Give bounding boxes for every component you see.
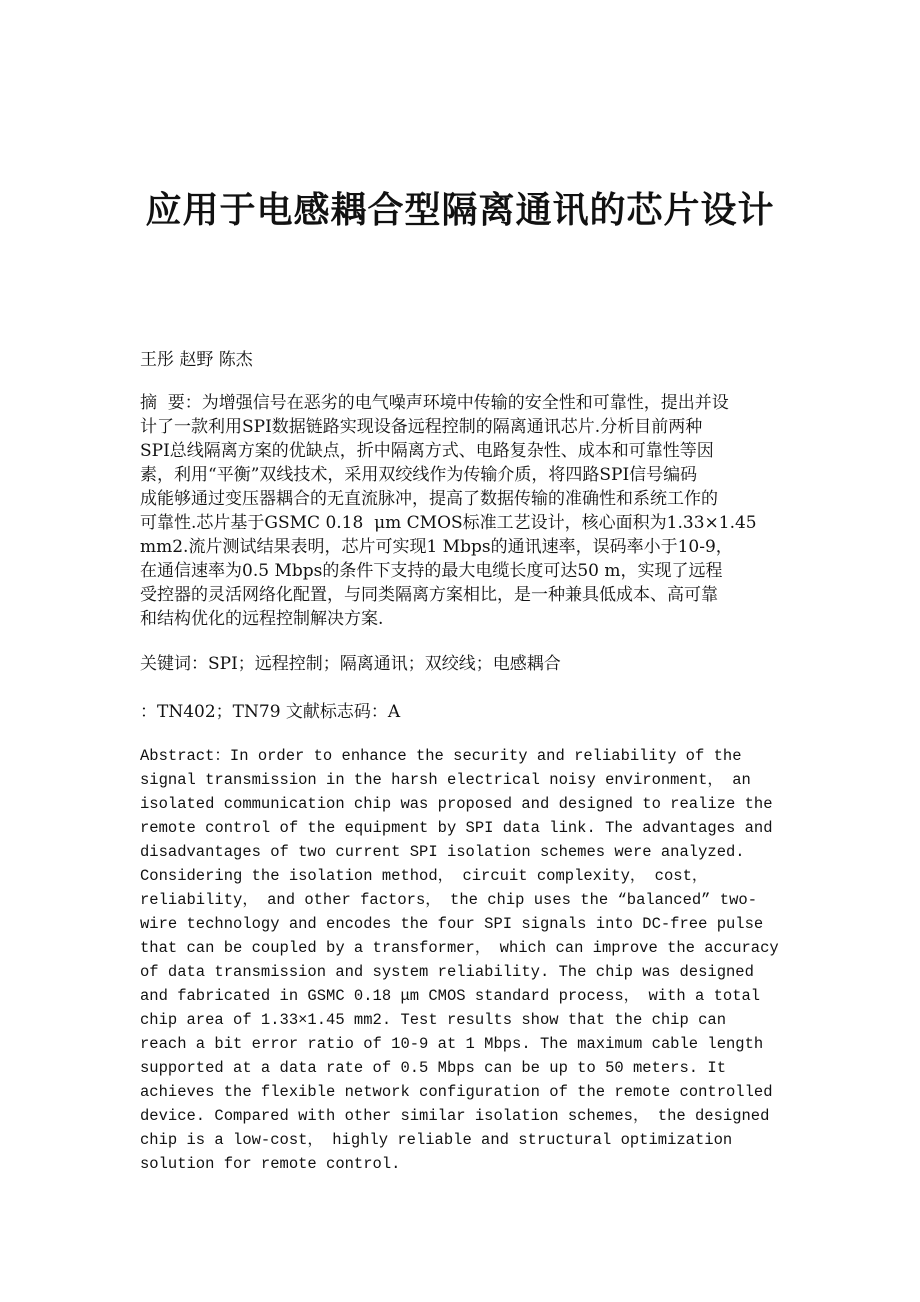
authors: 王彤 赵野 陈杰 xyxy=(140,350,253,370)
text-line: disadvantages of two current SPI isolation schemes were analyzed. xyxy=(140,843,745,861)
text-line: 受控器的灵活网络化配置，与同类隔离方案相比，是一种兼具低成本、高可靠 xyxy=(140,585,718,605)
text-line: reach a bit error ratio of 10-9 at 1 Mbps. The maximum cable length xyxy=(140,1035,764,1053)
text-line: 在通信速率为0.5 Mbps的条件下支持的最大电缆长度可达50 m，实现了远程 xyxy=(140,561,723,581)
text-line: isolated communication chip was proposed and designed to realize the xyxy=(140,795,773,813)
document-title: 应用于电感耦合型隔离通讯的芯片设计 xyxy=(145,189,775,231)
english-abstract xyxy=(140,744,790,1176)
text-line: of data transmission and system reliability. The chip was designed xyxy=(140,963,754,981)
keywords: 关键词：SPI；远程控制；隔离通讯；双绞线；电感耦合 xyxy=(140,654,561,674)
text-line: solution for remote control. xyxy=(140,1155,401,1173)
text-line: 摘 要：为增强信号在恶劣的电气噪声环境中传输的安全性和可靠性，提出并设 xyxy=(140,393,729,413)
text-line: and fabricated in GSMC 0.18 μm CMOS standard process， with a total xyxy=(140,987,761,1005)
text-line: device. Compared with other similar isolation schemes， the designed xyxy=(140,1107,770,1125)
text-line: reliability， and other factors， the chip uses the “balanced” two- xyxy=(140,891,757,909)
text-line: chip area of 1.33×1.45 mm2. Test results show that the chip can xyxy=(140,1011,726,1029)
classification-code: ：TN402；TN79 文献标志码：A xyxy=(140,702,401,722)
text-line: 成能够通过变压器耦合的无直流脉冲，提高了数据传输的准确性和系统工作的 xyxy=(140,489,718,509)
text-line: chip is a low-cost， highly reliable and structural optimization xyxy=(140,1131,733,1149)
text-line: 计了一款利用SPI数据链路实现设备远程控制的隔离通讯芯片.分析目前两种 xyxy=(140,417,703,437)
text-line: remote control of the equipment by SPI data link. The advantages and xyxy=(140,819,773,837)
text-line: wire technology and encodes the four SPI signals into DC-free pulse xyxy=(140,915,764,933)
text-line: achieves the flexible network configuration of the remote controlled xyxy=(140,1083,773,1101)
text-line: 素，利用“平衡”双线技术，采用双绞线作为传输介质，将四路SPI信号编码 xyxy=(140,465,698,485)
chinese-abstract xyxy=(140,391,790,631)
text-line: Considering the isolation method， circuit complexity， cost， xyxy=(140,867,708,885)
text-line: signal transmission in the harsh electrical noisy environment， an xyxy=(140,771,751,789)
text-line: Abstract：In order to enhance the security and reliability of the xyxy=(140,747,742,765)
text-line: SPI总线隔离方案的优缺点，折中隔离方式、电路复杂性、成本和可靠性等因 xyxy=(140,441,714,461)
text-line: 可靠性.芯片基于GSMC 0.18 μm CMOS标准工艺设计，核心面积为1.33×1.45 xyxy=(140,513,757,533)
text-line: that can be coupled by a transformer， which can improve the accuracy xyxy=(140,939,779,957)
text-line: mm2.流片测试结果表明，芯片可实现1 Mbps的通讯速率，误码率小于10-9， xyxy=(140,537,733,557)
text-line: 和结构优化的远程控制解决方案. xyxy=(140,609,384,629)
text-line: supported at a data rate of 0.5 Mbps can be up to 50 meters. It xyxy=(140,1059,726,1077)
